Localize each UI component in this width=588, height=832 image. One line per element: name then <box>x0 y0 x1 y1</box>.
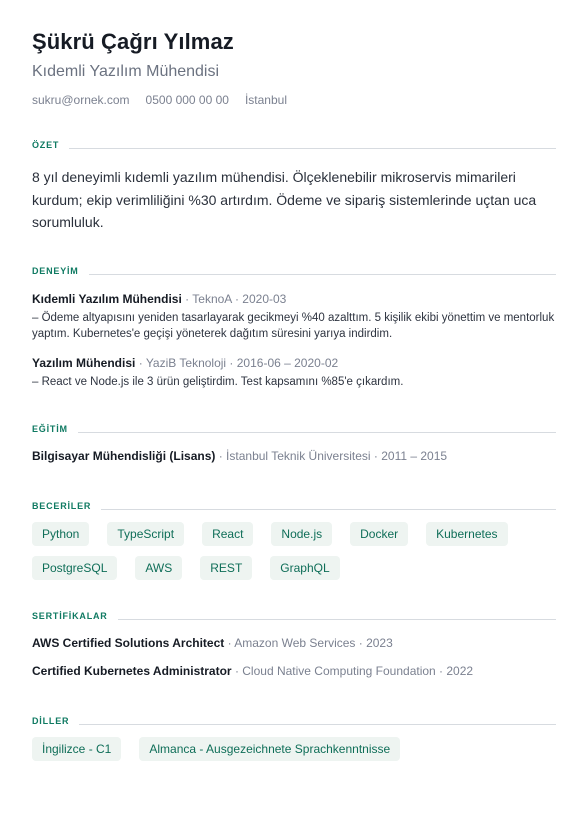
language-chip: Almanca - Ausgezeichnete Sprachkenntnisse <box>139 737 400 761</box>
certificate-item <box>32 664 556 678</box>
section-divider <box>118 619 556 620</box>
experience-role: Yazılım Mühendisi <box>32 356 136 370</box>
certificate-name: AWS Certified Solutions Architect <box>32 636 225 650</box>
section-header-skills <box>32 501 556 511</box>
skill-chip: GraphQL <box>270 556 339 580</box>
contact-phone[interactable]: 0500 000 00 00 <box>145 93 229 107</box>
skill-chip: Node.js <box>271 522 332 546</box>
education-meta: · İstanbul Teknik Üniversitesi · 2011 – 2015 <box>218 449 448 463</box>
section-label: EĞİTİM <box>32 424 68 434</box>
skill-chip: REST <box>200 556 252 580</box>
section-divider <box>101 509 556 510</box>
skill-chip: AWS <box>135 556 182 580</box>
skill-chip: Kubernetes <box>426 522 507 546</box>
section-label: BECERİLER <box>32 501 92 511</box>
skill-chip: React <box>202 522 253 546</box>
section-header-education <box>32 424 556 434</box>
candidate-name: Şükrü Çağrı Yılmaz <box>32 29 234 54</box>
skill-chip: Docker <box>350 522 408 546</box>
experience-bullet: – Ödeme altyapısını yeniden tasarlayarak gecikmeyi %40 azalttım. 5 kişilik ekibi yönettim ve mentorluk yaptım. Kubernetes'e geçişi yöneterek dağıtım süresini yarıya indirdim. <box>32 312 555 340</box>
experience-meta: · TeknoA · 2020-03 <box>185 292 287 306</box>
section-divider <box>78 432 556 433</box>
section-divider <box>79 724 556 725</box>
section-divider <box>69 148 556 149</box>
education-degree: Bilgisayar Mühendisliği (Lisans) <box>32 449 216 463</box>
languages-list <box>32 737 556 761</box>
section-label: SERTİFİKALAR <box>32 611 108 621</box>
experience-item <box>32 356 560 390</box>
language-chip: İngilizce - C1 <box>32 737 121 761</box>
section-header-experience <box>32 266 556 276</box>
summary-text: 8 yıl deneyimli kıdemli yazılım mühendisi. Ölçeklenebilir mikroservis mimarileri kurdum; ekip verimliliğini %30 artırdım. Ödeme ve sipariş sistemlerinde uçtan uca sorumluluk. <box>32 169 537 230</box>
experience-bullet: – React ve Node.js ile 3 ürün geliştirdim. Test kapsamını %85'e çıkardım. <box>32 376 404 388</box>
experience-meta: · YaziB Teknoloji · 2016-06 – 2020-02 <box>138 356 339 370</box>
skill-chip: Python <box>32 522 89 546</box>
skills-list <box>32 522 556 580</box>
section-label: ÖZET <box>32 140 60 150</box>
certificate-meta: · Cloud Native Computing Foundation · 2022 <box>234 664 474 678</box>
contact-email[interactable]: sukru@ornek.com <box>32 93 130 107</box>
certificate-item <box>32 636 556 650</box>
contact-row <box>32 93 287 107</box>
skill-chip: TypeScript <box>107 522 184 546</box>
certificate-meta: · Amazon Web Services · 2023 <box>227 636 393 650</box>
certificate-name: Certified Kubernetes Administrator <box>32 664 232 678</box>
section-label: DENEYİM <box>32 266 79 276</box>
candidate-title: Kıdemli Yazılım Mühendisi <box>32 63 220 80</box>
section-header-summary <box>32 140 556 150</box>
experience-item <box>32 292 560 342</box>
contact-city: İstanbul <box>244 93 287 107</box>
section-header-certificates <box>32 611 556 621</box>
education-item <box>32 449 560 463</box>
skill-chip: PostgreSQL <box>32 556 117 580</box>
section-header-languages <box>32 716 556 726</box>
section-label: DİLLER <box>32 716 70 726</box>
experience-role: Kıdemli Yazılım Mühendisi <box>32 292 182 306</box>
section-divider <box>89 274 556 275</box>
